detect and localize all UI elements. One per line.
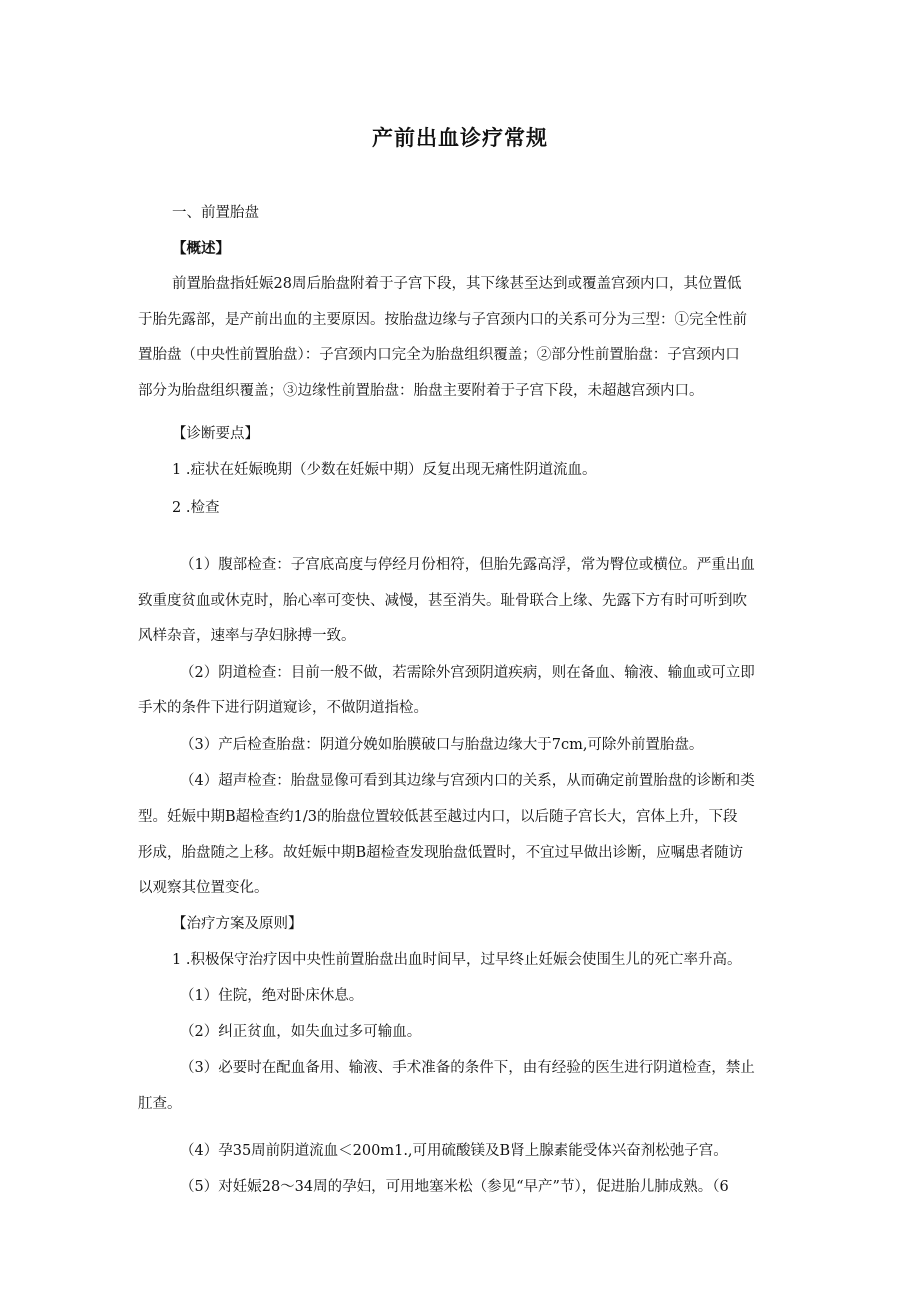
paragraph-line: 置胎盘（中央性前置胎盘）：子宫颈内口完全为胎盘组织覆盖；②部分性前置胎盘：子宫颈内口 — [138, 347, 740, 363]
list-item: （5）对妊娠28～34周的孕妇，可用地塞米松（参见“早产”节），促进胎儿肺成熟。（6 — [180, 1179, 729, 1195]
paragraph-line: 于胎先露部，是产前出血的主要原因。按胎盘边缘与子宫颈内口的关系可分为三型：①完全性前 — [138, 312, 747, 328]
paragraph-line: （1）腹部检查：子宫底高度与停经月份相符，但胎先露高浮，常为臀位或横位。严重出血 — [180, 557, 755, 573]
subheading-treatment: 【治疗方案及原则】 — [172, 916, 303, 932]
paragraph-line: 型。妊娠中期B超检查约1/3的胎盘位置较低甚至越过内口，以后随子宫长大，宫体上升，下段 — [138, 809, 738, 825]
list-item: （2）纠正贫血，如失血过多可输血。 — [180, 1024, 422, 1040]
paragraph-line: 致重度贫血或休克时，胎心率可变快、减慢，甚至消失。耻骨联合上缘、先露下方有时可听到吹 — [138, 593, 747, 609]
paragraph-line: 部分为胎盘组织覆盖；③边缘性前置胎盘：胎盘主要附着于子宫下段，未超越宫颈内口。 — [138, 383, 704, 399]
paragraph-line: 以观察其位置变化。 — [138, 880, 269, 896]
list-item: 2 .检查 — [172, 500, 220, 516]
paragraph-line: 前置胎盘指妊娠28周后胎盘附着于子宫下段，其下缘甚至达到或覆盖宫颈内口，其位置低 — [172, 276, 742, 292]
paragraph-line: 手术的条件下进行阴道窥诊，不做阴道指检。 — [138, 700, 428, 716]
paragraph-line: 形成，胎盘随之上移。故妊娠中期B超检查发现胎盘低置时，不宜过早做出诊断，应嘱患者随访 — [138, 845, 744, 861]
subheading-overview: 【概述】 — [172, 240, 230, 257]
list-item: （4）孕35周前阴道流血＜200m1.,可用硫酸镁及B肾上腺素能受体兴奋剂松弛子宫。 — [180, 1143, 728, 1159]
list-item: （1）住院，绝对卧床休息。 — [180, 988, 364, 1004]
subheading-diagnosis: 【诊断要点】 — [172, 426, 259, 442]
paragraph-line: （3）产后检查胎盘：阴道分娩如胎膜破口与胎盘边缘大于7cm,可除外前置胎盘。 — [180, 737, 704, 753]
page-title: 产前出血诊疗常规 — [372, 126, 548, 150]
paragraph-line: （2）阴道检查：目前一般不做，若需除外宫颈阴道疾病，则在备血、输液、输血或可立即 — [180, 665, 755, 681]
paragraph-line: 肛查。 — [138, 1096, 182, 1112]
paragraph-line: （4）超声检查：胎盘显像可看到其边缘与宫颈内口的关系，从而确定前置胎盘的诊断和类 — [180, 773, 755, 789]
list-item: 1 .症状在妊娠晚期（少数在妊娠中期）反复出现无痛性阴道流血。 — [172, 462, 597, 478]
paragraph-line: 风样杂音，速率与孕妇脉搏一致。 — [138, 628, 356, 644]
list-item: 1 .积极保守治疗因中央性前置胎盘出血时间早，过早终止妊娠会使围生儿的死亡率升高。 — [172, 952, 742, 968]
paragraph-line: （3）必要时在配血备用、输液、手术准备的条件下，由有经验的医生进行阴道检查，禁止 — [180, 1060, 755, 1076]
section-heading-placenta-previa: 一、前置胎盘 — [172, 205, 259, 221]
